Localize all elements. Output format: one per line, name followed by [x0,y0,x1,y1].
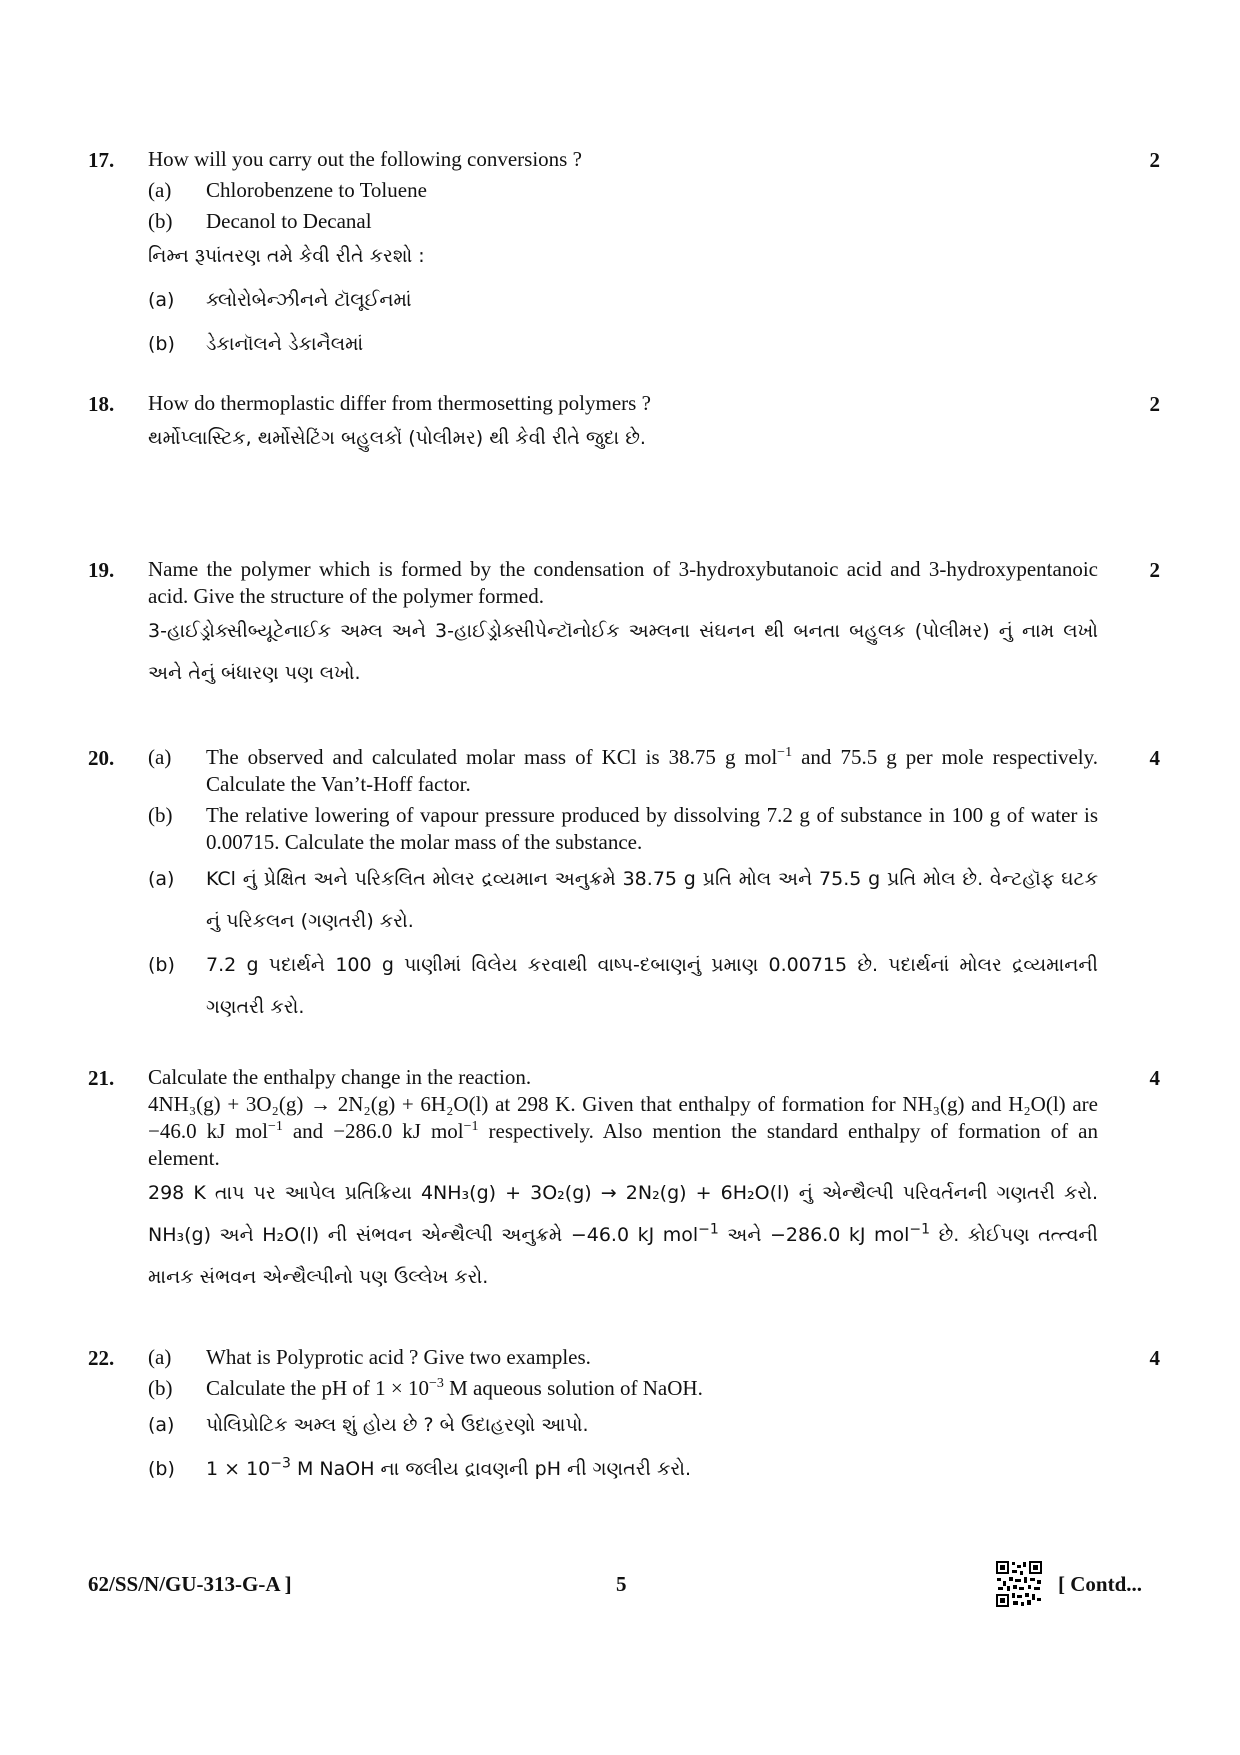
option-label: (a) [148,1414,175,1436]
question-number: 18. [88,392,115,416]
question-17 [88,146,1168,365]
question-text-en: Name the polymer which is formed by the condensation of 3-hydroxybutanoic acid and 3-hydroxypentanoic acid. Give the structure of the polymer formed. [148,557,1098,608]
question-text-gu: નિમ્ન રૂપાંતરણ તમે કેવી રીતે કરશો : [148,245,425,267]
marks: 2 [1149,148,1160,172]
option-label: (a) [148,745,172,769]
marks: 4 [1149,746,1160,770]
option-text-gu: પોલિપ્રોટિક અમ્લ શું હોય છે ? બે ઉદાહરણો આપો. [206,1414,589,1436]
question-20 [88,744,1168,1028]
option-text-gu: KCl નું પ્રેક્ષિત અને પરિકલિત મોલર દ્રવ્યમાન અનુક્રમે 38.75 g પ્રતિ મોલ અને 75.5 g પ્રતિ મોલ છે. વેન્ટહૉફ ઘટક નું પરિકલન (ગણતરી) કરો. [206,868,1098,932]
question-22 [88,1344,1168,1490]
marks: 4 [1149,1066,1160,1090]
question-text-en: 4NH₃(g) + 3O₂(g) → 2N₂(g) + 6H₂O(l) at 298 K. Given that enthalpy of formation for NH₃(g) and H₂O(l) are −46.0 kJ mol$^{-1}$ and −286.0 kJ mol$^{-1}$ respectively. Also mention the standard enthalpy of formation of an element. [148,1092,1098,1170]
question-number: 21. [88,1066,115,1090]
continued-label: [ Contd... [1058,1572,1143,1596]
option-label: (a) [148,1345,172,1369]
option-text-gu: $1 \times 10^{-3}$ M NaOH ના જલીય દ્રાવણની pH ની ગણતરી કરો. [206,1455,692,1480]
question-18 [88,390,1168,459]
option-label: (a) [148,868,175,890]
option-label: (b) [148,333,175,355]
question-21 [88,1064,1168,1298]
qr-code-icon [995,1560,1043,1608]
marks: 4 [1149,1346,1160,1370]
option-text-gu: 7.2 g પદાર્થને 100 g પાણીમાં વિલેય કરવાથી વાષ્પ-દબાણનું પ્રમાણ 0.00715 છે. પદાર્થનાં મોલર દ્રવ્યમાનની ગણતરી કરો. [206,954,1098,1018]
question-text-gu: થર્મોપ્લાસ્ટિક, થર્મોસેટિંગ બહુલકોં (પોલીમર) થી કેવી રીતે જુદા છે. [148,427,646,449]
paper-code: 62/SS/N/GU-313-G-A ] [88,1572,292,1596]
option-label: (a) [148,178,172,202]
reaction-equation: 4NH₃(g) + 3O₂(g) → 2N₂(g) + 6H₂O(l) [148,1092,489,1116]
question-19 [88,556,1168,694]
question-number: 20. [88,746,115,770]
option-label: (b) [148,209,173,233]
option-text-en: Calculate the pH of $1 \times 10^{-3}$ M aqueous solution of NaOH. [206,1376,703,1400]
option-text-en: What is Polyprotic acid ? Give two examples. [206,1345,591,1369]
question-text-en: How will you carry out the following conversions ? [148,147,582,171]
marks: 2 [1149,558,1160,582]
option-text-en: Decanol to Decanal [206,209,372,233]
option-label: (b) [148,1458,175,1480]
question-number: 17. [88,148,115,172]
option-label: (b) [148,803,173,827]
option-text-gu: ડેકાનૉલને ડેકાનૈલમાં [206,333,364,355]
option-text-en: The observed and calculated molar mass of KCl is 38.75 g mol$^{-1}$ and 75.5 g per mole respectively. Calculate the Van’t-Hoff factor. [206,745,1098,796]
marks: 2 [1149,392,1160,416]
question-text-en: Calculate the enthalpy change in the reaction. [148,1065,532,1089]
question-text-en: How do thermoplastic differ from thermosetting polymers ? [148,391,651,415]
page-number: 5 [616,1572,627,1596]
option-label: (a) [148,289,175,311]
option-label: (b) [148,1376,173,1400]
question-number: 19. [88,558,115,582]
question-text-gu: 3-હાઈડ્રોક્સીબ્યૂટેનાઈક અમ્લ અને 3-હાઈડ્રોક્સીપેન્ટૉનોઈક અમ્લના સંઘનન થી બનતા બહુલક (પોલીમર) નું નામ લખો અને તેનું બંધારણ પણ લખો. [148,620,1098,684]
option-text-gu: ક્લોરોબેન્ઝીનને ટૉલૂઈનમાં [206,289,412,311]
page-footer [88,1560,1168,1608]
question-number: 22. [88,1346,115,1370]
option-text-en: Chlorobenzene to Toluene [206,178,427,202]
option-label: (b) [148,954,175,976]
option-text-en: The relative lowering of vapour pressure produced by dissolving 7.2 g of substance in 100 g of water is 0.00715. Calculate the molar mass of the substance. [206,803,1098,854]
question-text-gu: 298 K તાપ પર આપેલ પ્રતિક્રિયા 4NH₃(g) + 3O₂(g) → 2N₂(g) + 6H₂O(l) નું એન્થૈલ્પી પરિવર્તનની ગણતરી કરો. NH₃(g) અને H₂O(l) ની સંભવન એન્થૈલ્પી અનુક્રમે −46.0 kJ mol$^{-1}$ અને −286.0 kJ mol$^{-1}$ છે. કોઈપણ તત્ત્વની માનક સંભવન એન્થૈલ્પીનો પણ ઉલ્લેખ કરો. [148,1182,1098,1288]
